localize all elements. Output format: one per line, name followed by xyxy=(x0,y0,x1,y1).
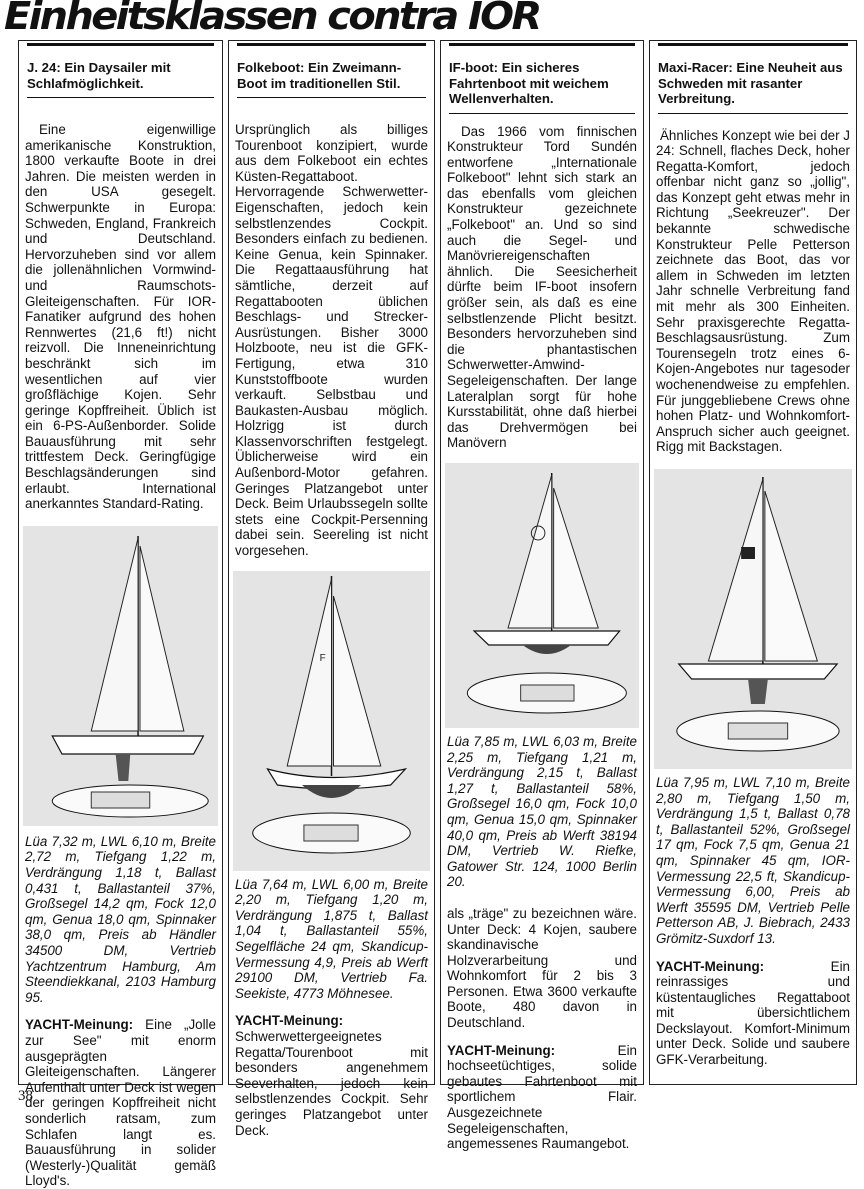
column-body-continued: als „träge" zu bezeichnen wäre. Unter Deck: 4 Kojen, saubere skandinavische Holzverarbeitung und Wohnkomfort für 2 bis 3 Personen. Etwa 3600 verkaufte Boote, 480 davon in Deutschland. xyxy=(447,905,637,1031)
column-body: Eine eigenwillige amerikanische Konstruktion, 1800 verkaufte Boote in drei Jahren. Die meisten werden in den USA gesegelt. Schwerpunkte in Europa: Schweden, England, Frankreich und Deutschland. Hervorzuheben sind vor allem die jollenähnlichen Vormwind- und Raumschots-Gleiteigenschaften. Für IOR-Fanatiker aufgrund des hohen Rennwertes (21,6 ft!) nicht reizvoll. Die Inneneinrichtung beschränkt sich im wesentlichen auf vier großflächige Kojen. Sehr geringe Kopffreiheit. Üblich ist ein 6-PS-Außenborder. Solide Bauausführung mit sehr trittfestem Deck. Geringfügige Beschlagsänderungen sind erlaubt. International anerkanntes Standard-Rating. xyxy=(25,122,216,512)
technical-specs: Lüa 7,85 m, LWL 6,03 m, Breite 2,25 m, Tiefgang 1,21 m, Verdrängung 2,15 t, Ballast 1,27 t, Ballastanteil 58%, Großsegel 16,0 qm, Fock 10,0 qm, Genua 15,0 qm, Spinnaker 40,0 qm, Preis ab Werft 38194 DM, Vertrieb W. Riefke, Gatower Str. 124, 1000 Berlin 20. xyxy=(447,733,637,890)
opinion-text: Schwerwettergeeignetes Regatta/Tourenboot mit besonders angenehmem Seeverhalten, jedoch kein selbstlenzendes Cockpit. Sehr geringes Platzangebot unter Deck. xyxy=(235,1028,428,1138)
article-column-if-boot xyxy=(440,40,644,1152)
column-body: Ähnliches Konzept wie bei der J 24: Schnell, flaches Deck, hoher Regatta-Komfort, jedoch offenbar nicht ganz so „jollig", das Konzept geht etwas mehr in Richtung „Seekreuzer". Der bekannte schwedische Konstrukteur Pelle Petterson zeichnete das Boot, das vor allem in Schweden im letzten Jahr schnelle Verbreitung fand mit mehr als 300 Einheiten. Sehr praxisgerechte Regatta-Beschlagsausrüstung. Zum Tourensegeln trotz eines 6-Kojen-Angebotes nur tagesoder wochenendweise zu empfehlen. Für junggebliebene Crews ohne hohen Platz- und Wohnkomfort-Anspruch sicher auch geeignet. Rigg mit Backstagen. xyxy=(656,127,850,455)
article-column-folkeboot xyxy=(228,40,435,1138)
column-heading: IF-boot: Ein sicheres Fahrtenboot mit weichem Wellenverhalten. xyxy=(449,60,609,106)
yacht-opinion xyxy=(25,1017,216,1189)
column-heading: Folkeboot: Ein Zweimann-Boot im traditionellen Stil. xyxy=(237,60,402,91)
heading-divider xyxy=(27,97,214,98)
opinion-text: Ein hochseetüchtiges, solide gebautes Fahrtenboot mit sportlichem Flair. Ausgezeichnete Segeleigenschaften, angemessenes Raumangebot. xyxy=(447,1042,637,1152)
opinion-label: YACHT-Meinung: xyxy=(25,1017,134,1033)
opinion-label: YACHT-Meinung: xyxy=(235,1013,344,1029)
article-column-j24 xyxy=(18,40,223,1189)
heading-divider xyxy=(658,113,848,114)
boat-drawing-maxi-racer xyxy=(654,469,852,769)
technical-specs: Lüa 7,95 m, LWL 7,10 m, Breite 2,80 m, Tiefgang 1,50 m, Verdrängung 1,5 t, Ballast 0,78 t, Ballastanteil 52%, Großsegel 17 qm, Fock 7,5 qm, Genua 21 qm, Spinnaker 45 qm, IOR-Vermessung 22,5 ft, Skandicup-Vermessung 6,00, Preis ab Werft 35595 DM, Vertrieb Pelle Petterson AB, J. Biebrach, 2433 Grömitz-Suxdorf 13. xyxy=(656,774,850,946)
column-heading: Maxi-Racer: Eine Neuheit aus Schweden mit rasanter Verbreitung. xyxy=(658,60,843,106)
opinion-text: Ein reinrassiges und küstentaugliches Regattaboot mit übersichtlichem Deckslayout. Komfort-Minimum unter Deck. Solide und saubere GFK-Verarbeitung. xyxy=(656,958,850,1068)
column-body: Ursprünglich als billiges Tourenboot konzipiert, wurde aus dem Folkeboot ein echtes Küsten-Regattaboot. Hervorragende Schwerwetter-Eigenschaften, jedoch kein selbstlenzendes Cockpit. Besonders einfach zu bedienen. Keine Genua, kein Spinnaker. Die Regattaausführung hat sämtliche, derzeit auf Regattabooten üblichen Beschlags- und Strecker-Ausrüstungen. Bisher 3000 Holzboote, neu ist die GFK-Fertigung, etwa 310 Kunststoffboote wurden verkauft. Selbstbau und Baukasten-Ausbau möglich. Holzrigg ist durch Klassenvorschriften festgelegt. Üblicherweise wird ein Außenbord-Motor gefahren. Geringes Platzangebot unter Deck. Beim Urlaubssegeln sollte stets eine Cockpit-Persenning dabei sein. Seereling ist nicht vorgesehen. xyxy=(235,122,428,559)
opinion-text: Eine „Jolle zur See" mit enorm ausgeprägten Gleiteigenschaften. Längerer Aufenthalt unter Deck ist wegen der geringen Kopffreiheit nicht sonderlich ratsam, zum Schlafen langt es. Bauausführung in solider (Westerly-)Qualität gemäß Lloyd's. xyxy=(25,1017,216,1189)
column-body: Das 1966 vom finnischen Konstrukteur Tord Sundén entworfene „Internationale Folkeboot" lehnt sich stark an das ebenfalls vom gleichen Konstrukteur gezeichnete „Folkeboot" an. Und so sind auch die Segel- und Manövriereigenschaften ähnlich. Die Seesicherheit dürfte beim IF-boot insofern größer sein, als daß es eine selbstlenzende Plicht besitzt. Besonders hervorzuheben sind die phantastischen Schwerwetter-Amwind-Segeleigenschaften. Der lange Lateralplan sorgt für hohe Kursstabilität, ohne daß hierbei das Drehvermögen bei Manövern xyxy=(447,123,637,451)
technical-specs: Lüa 7,64 m, LWL 6,00 m, Breite 2,20 m, Tiefgang 1,20 m, Verdrängung 1,875 t, Ballast 1,04 t, Ballastanteil 55%, Segelfläche 24 qm, Skandicup-Vermessung 4,9, Preis ab Werft 29100 DM, Vertrieb Fa. Seekiste, 4773 Möhnesee. xyxy=(235,876,428,1001)
boat-drawing-folkeboot xyxy=(233,571,430,871)
yacht-opinion xyxy=(656,959,850,1068)
svg-text:F: F xyxy=(319,652,326,664)
opinion-label: YACHT-Meinung: xyxy=(656,958,765,974)
technical-specs: Lüa 7,32 m, LWL 6,10 m, Breite 2,72 m, Tiefgang 1,22 m, Verdrängung 1,18 t, Ballast 0,431 t, Ballastanteil 37%, Großsegel 14,2 qm, Fock 12,0 qm, Genua 18,0 qm, Spinnaker 38,0 qm, Preis ab Händler 34500 DM, Vertrieb Yachtzentrum Hamburg, Am Steendiekkanal, 2103 Hamburg 95. xyxy=(25,833,216,1005)
heading-divider xyxy=(237,97,426,98)
article-column-maxi-racer xyxy=(649,40,857,1085)
page-number: 38 xyxy=(18,1088,33,1104)
page-title: Einheitsklassen contra IOR xyxy=(4,0,540,38)
boat-drawing-j24 xyxy=(23,526,218,826)
yacht-opinion xyxy=(235,1013,428,1138)
column-top-rule xyxy=(449,43,635,46)
heading-divider xyxy=(449,113,635,114)
column-heading: J. 24: Ein Daysailer mit Schlafmöglichkeit. xyxy=(27,60,171,91)
opinion-label: YACHT-Meinung: xyxy=(447,1042,556,1058)
column-top-rule xyxy=(658,43,848,46)
column-top-rule xyxy=(237,43,426,46)
boat-drawing-if-boot xyxy=(445,463,639,728)
column-top-rule xyxy=(27,43,214,46)
yacht-opinion xyxy=(447,1043,637,1152)
